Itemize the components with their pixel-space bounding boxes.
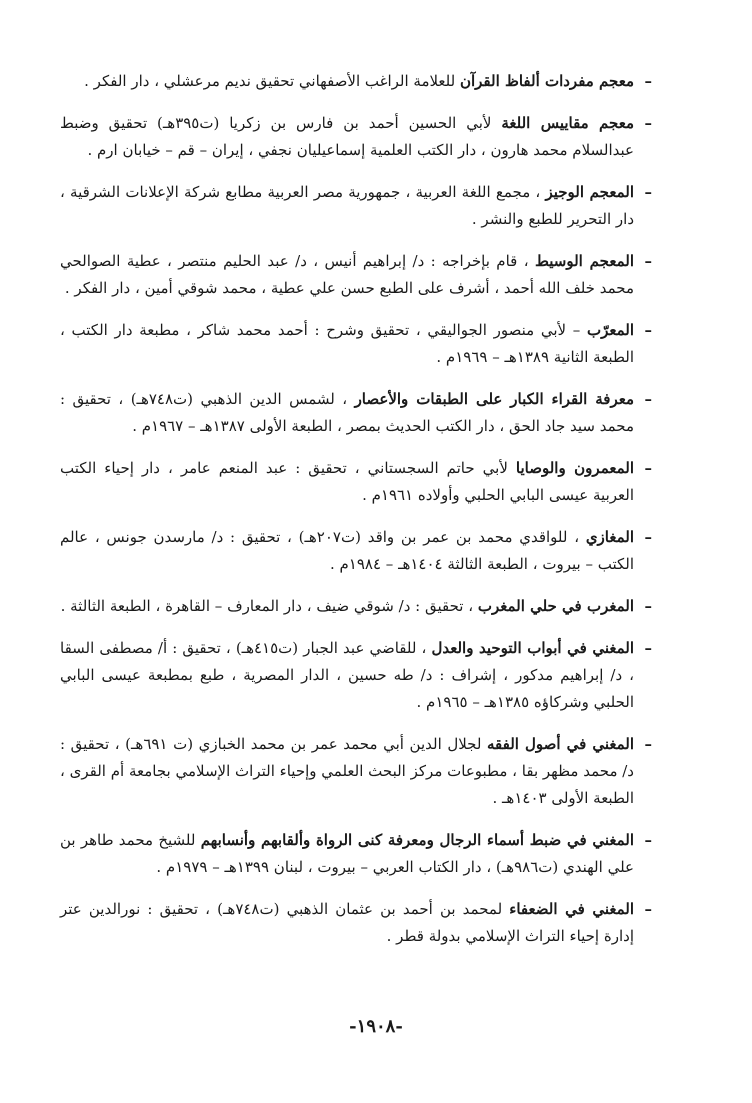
bibliography-entry [60, 455, 652, 509]
entry-details: – لأبي منصور الجواليقي ، تحقيق وشرح : أحمد محمد شاكر ، مطبعة دار الكتب ، الطبعة الثانية ١٣٨٩هـ – ١٩٦٩م . [60, 321, 634, 366]
bibliography-entry [60, 593, 652, 620]
bibliography-entry [60, 524, 652, 578]
entry-dash: – [644, 459, 652, 477]
bibliography-entry [60, 386, 652, 440]
entry-dash: – [644, 114, 652, 132]
entry-title: المغرب في حلي المغرب [477, 597, 634, 615]
entry-title: المغني في ضبط أسماء الرجال ومعرفة كنى الرواة وألقابهم وأنسابهم [200, 831, 634, 849]
entry-title: معجم مفردات ألفاظ القرآن [459, 72, 634, 90]
entry-details: لأبي الحسين أحمد بن فارس بن زكريا (ت٣٩٥هـ) تحقيق وضبط عبدالسلام محمد هارون ، دار الكتب العلمية إسماعيليان نجفي ، إيران – قم – خيابان ارم . [60, 114, 634, 159]
entry-details: لمحمد بن أحمد بن عثمان الذهبي (ت٧٤٨هـ) ، تحقيق : نورالدين عتر إدارة إحياء التراث الإسلامي بدولة قطر . [60, 900, 634, 945]
bibliography-entry [60, 731, 652, 812]
bibliography-entry [60, 68, 652, 95]
bibliography-entry [60, 110, 652, 164]
entry-details: ، مجمع اللغة العربية ، جمهورية مصر العربية مطابع شركة الإعلانات الشرقية ، دار التحرير للطبع والنشر . [60, 183, 634, 228]
entry-title: المعمرون والوصايا [515, 459, 635, 477]
entry-dash: – [644, 252, 652, 270]
bibliography-entry [60, 827, 652, 881]
entry-title: المعجم الوجيز [545, 183, 634, 201]
entry-title: المعجم الوسيط [535, 252, 634, 270]
entry-dash: – [644, 72, 652, 90]
entry-details: للعلامة الراغب الأصفهاني تحقيق نديم مرعشلي ، دار الفكر . [84, 72, 460, 90]
entry-title: المغازي [585, 528, 635, 546]
bibliography-entry [60, 635, 652, 716]
entry-title: المغني في أصول الفقه [487, 735, 634, 753]
entry-dash: – [644, 597, 652, 615]
entry-dash: – [644, 900, 652, 918]
entry-details: ، للواقدي محمد بن عمر بن واقد (ت٢٠٧هـ) ، تحقيق : د/ مارسدن جونس ، عالم الكتب – بيروت ، الطبعة الثالثة ١٤٠٤هـ – ١٩٨٤م . [60, 528, 634, 573]
entry-dash: – [644, 390, 652, 408]
entry-dash: – [644, 639, 652, 657]
entry-title: المعرّب [586, 321, 634, 339]
entry-title: المغني في أبواب التوحيد والعدل [431, 639, 635, 657]
entry-details: ، لشمس الدين الذهبي (ت٧٤٨هـ) ، تحقيق : محمد سيد جاد الحق ، دار الكتب الحديث بمصر ، الطبعة الأولى ١٣٨٧هـ – ١٩٦٧م . [60, 390, 634, 435]
entry-details: للشيخ محمد طاهر بن علي الهندي (ت٩٨٦هـ) ، دار الكتاب العربي – بيروت ، لبنان ١٣٩٩هـ – ١٩٧٩م . [60, 831, 634, 876]
entry-dash: – [644, 321, 652, 339]
bibliography-entry [60, 179, 652, 233]
entry-title: معجم مقاييس اللغة [501, 114, 634, 132]
bibliography-entry [60, 317, 652, 371]
entry-dash: – [644, 735, 652, 753]
page-number: -١٩٠٨- [349, 1016, 403, 1037]
entry-dash: – [644, 528, 652, 546]
entry-details: لأبي حاتم السجستاني ، تحقيق : عبد المنعم عامر ، دار إحياء الكتب العربية عيسى البابي الحلبي وأولاده ١٩٦١م . [60, 459, 634, 504]
entry-details: ، للقاضي عبد الجبار (ت٤١٥هـ) ، تحقيق : أ/ مصطفى السقا ، د/ إبراهيم مدكور ، إشراف : د/ طه حسين ، الدار المصرية ، طبع بمطبعة عيسى البابي الحلبي وشركاؤه ١٣٨٥هـ – ١٩٦٥م . [60, 639, 634, 711]
entry-title: المغني في الضعفاء [509, 900, 635, 918]
entry-dash: – [644, 183, 652, 201]
entry-title: معرفة القراء الكبار على الطبقات والأعصار [354, 390, 634, 408]
entry-dash: – [644, 831, 652, 849]
entry-details: ، قام بإخراجه : د/ إبراهيم أنيس ، د/ عبد الحليم منتصر ، عطية الصوالحي محمد خلف الله أحمد ، أشرف على الطبع حسن علي عطية ، محمد شوقي أمين ، دار الفكر . [60, 252, 634, 297]
bibliography-entry [60, 896, 652, 950]
entry-details: لجلال الدين أبي محمد عمر بن محمد الخبازي (ت ٦٩١هـ) ، تحقيق : د/ محمد مظهر بقا ، مطبوعات مركز البحث العلمي وإحياء التراث الإسلامي بجامعة أم القرى ، الطبعة الأولى ١٤٠٣هـ . [60, 735, 634, 807]
bibliography-list [60, 68, 652, 965]
bibliography-entry [60, 248, 652, 302]
entry-details: ، تحقيق : د/ شوقي ضيف ، دار المعارف – القاهرة ، الطبعة الثالثة . [60, 597, 478, 615]
